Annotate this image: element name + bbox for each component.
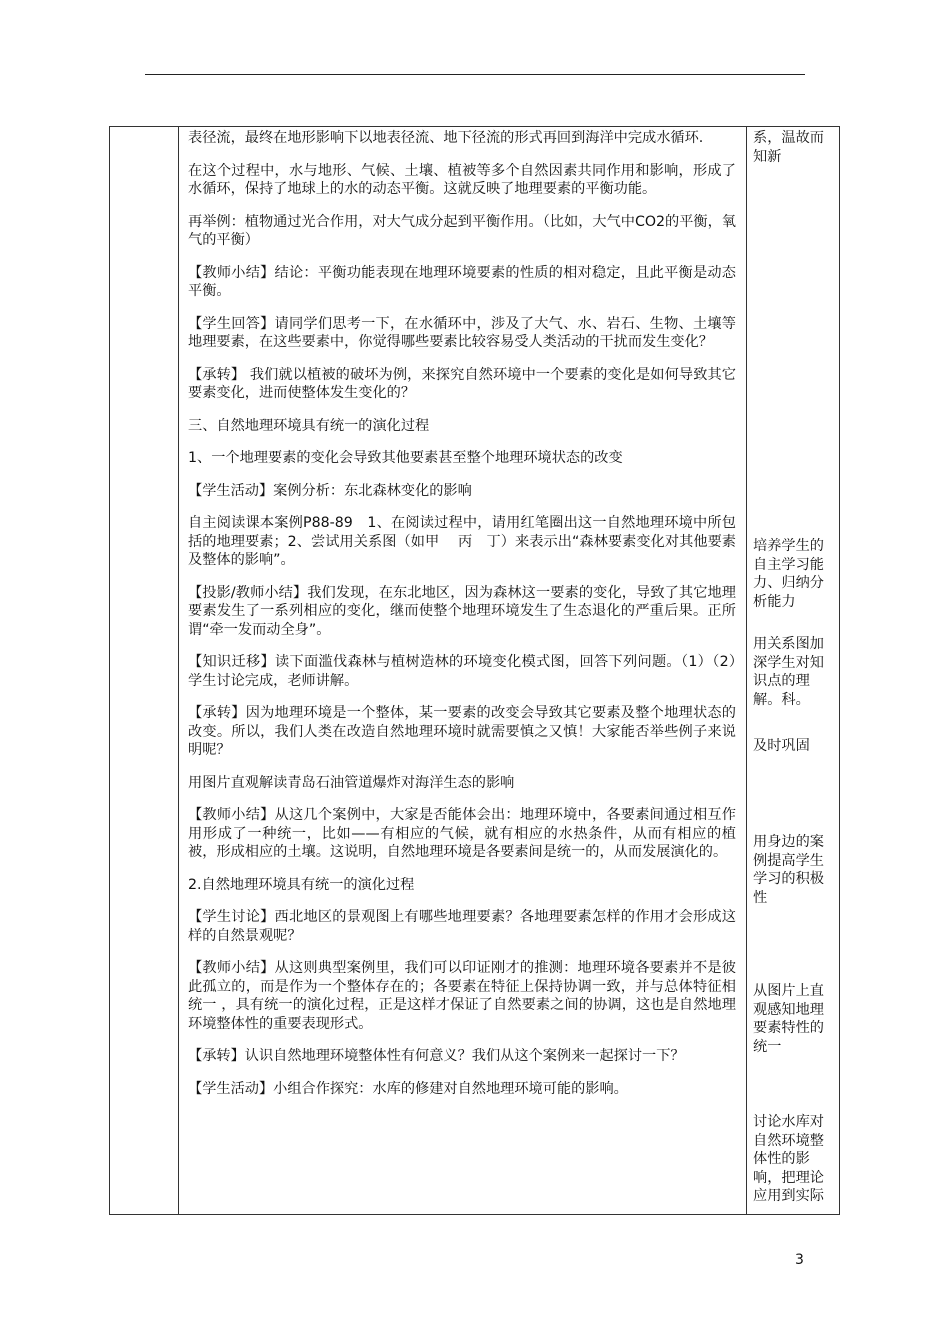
paragraph: 【教师小结】结论：平衡功能表现在地理环境要素的性质的相对稳定，且此平衡是动态平衡。 — [188, 264, 736, 299]
side-note — [753, 635, 833, 709]
paragraph: 用图片直观解读青岛石油管道爆炸对海洋生态的影响 — [188, 774, 515, 791]
paragraph: 自主阅读课本案例P88-89 1、在阅读过程中，请用红笔圈出这一自然地理环境中所包括的地理要素；2、尝试用关系图（如甲 丙 丁）来表示出“森林要素变化对其他要素及整体的影响”。 — [188, 515, 736, 568]
side-note-text: 培养学生的自主学习能力、归纳分析能力 — [753, 538, 824, 610]
paragraph: 【学生活动】小组合作探究：水库的修建对自然地理环境可能的影响。 — [188, 1080, 628, 1097]
side-note-text: 从图片上直观感知地理要素特性的统一 — [753, 983, 824, 1055]
lesson-plan-table — [109, 126, 840, 1215]
side-note — [753, 737, 833, 756]
paragraph: 【教师小结】从这几个案例中，大家是否能体会出：地理环境中，各要素间通过相互作用形成了一种统一，比如——有相应的气候，就有相应的水热条件，从而有相应的植被，形成相应的土壤。这说明，自然地理环境是各要素间是统一的，从而发展演化的。 — [188, 807, 736, 860]
paragraph: 在这个过程中，水与地形、气候、土壤、植被等多个自然因素共同作用和影响，形成了水循环，保持了地球上的水的动态平衡。这就反映了地理要素的平衡功能。 — [188, 162, 736, 197]
paragraph: 【学生讨论】西北地区的景观图上有哪些地理要素？各地理要素怎样的作用才会形成这样的自然景观呢？ — [188, 909, 736, 944]
side-note — [753, 982, 833, 1056]
paragraph: 【承转】认识自然地理环境整体性有何意义？我们从这个案例来一起探讨一下？ — [188, 1048, 685, 1064]
paragraph: 再举例：植物通过光合作用，对大气成分起到平衡作用。（比如，大气中CO2的平衡，氧气的平衡） — [188, 213, 736, 248]
paragraph: 【学生活动】案例分析：东北森林变化的影响 — [188, 482, 472, 499]
side-note — [753, 833, 833, 907]
paragraph: 【知识迁移】读下面滥伐森林与植树造林的环境变化模式图，回答下列问题。（1）（2） 学生讨论完成，老师讲解。 — [188, 654, 751, 689]
paragraph: 【投影/教师小结】我们发现，在东北地区，因为森林这一要素的变化，导致了其它地理要素发生了一系列相应的变化，继而使整个地理环境发生了生态退化的严重后果。正所谓“牵一发而动全身”。 — [188, 584, 736, 638]
header-rule — [145, 74, 805, 75]
side-note — [753, 1113, 833, 1206]
side-note — [753, 537, 833, 611]
paragraph: 【承转】 我们就以植被的破坏为例，来探究自然环境中一个要素的变化是如何导致其它要素变化，进而使整体发生变化的？ — [188, 366, 736, 401]
column-divider-left — [178, 127, 179, 1214]
subsection-heading: 2.自然地理环境具有统一的演化过程 — [188, 876, 415, 893]
paragraph: 表径流，最终在地形影响下以地表径流、地下径流的形式再回到海洋中完成水循环. — [188, 130, 704, 146]
page-number: 3 — [795, 1252, 804, 1268]
subsection-heading: 1、一个地理要素的变化会导致其他要素甚至整个地理环境状态的改变 — [188, 450, 623, 466]
paragraph: 【承转】因为地理环境是一个整体，某一要素的改变会导致其它要素及整个地理状态的改变。所以，我们人类在改造自然地理环境时就需要慎之又慎！大家能否举些例子来说明呢？ — [188, 705, 736, 758]
side-note-text: 及时巩固 — [753, 738, 810, 754]
paragraph: 【学生回答】请同学们思考一下，在水循环中，涉及了大气、水、岩石、生物、土壤等地理要素，在这些要素中，你觉得哪些要素比较容易受人类活动的干扰而发生变化？ — [188, 315, 736, 350]
section-heading: 三、自然地理环境具有统一的演化过程 — [188, 417, 430, 434]
side-note — [753, 129, 833, 166]
side-note-text: 用关系图加深学生对知识点的理解。科。 — [753, 636, 824, 708]
side-note-text: 讨论水库对自然环境整体性的影响，把理论应用到实际 — [753, 1114, 824, 1204]
column-divider-right — [746, 127, 747, 1214]
side-note-text: 系，温故而知新 — [753, 130, 824, 165]
paragraph: 【教师小结】从这则典型案例里，我们可以印证刚才的推测：地理环境各要素并不是彼此孤立的，而是作为一个整体存在的；各要素在特征上保持协调一致，并与总体特征相统一 ，具有统一的演化过程，正是这样才保证了自然要素之间的协调，这也是自然地理环境整体性的重要表现形式。 — [188, 960, 736, 1032]
teaching-process-column — [188, 129, 751, 1112]
side-note-text: 用身边的案例提高学生学习的积极性 — [753, 834, 824, 906]
